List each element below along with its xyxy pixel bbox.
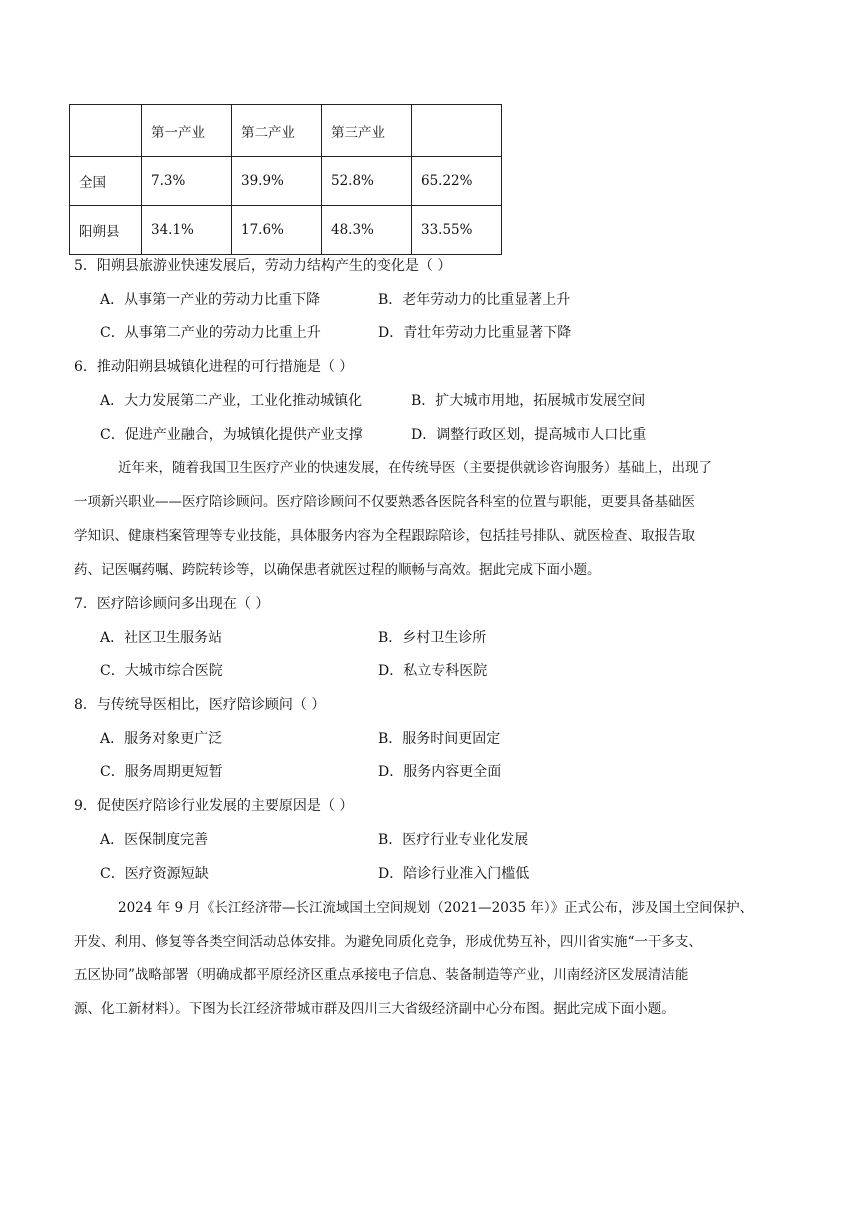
- table-cell: 52.8%: [322, 157, 412, 206]
- table-cell: 33.55%: [412, 206, 502, 255]
- question-8-option-d: D．服务内容更全面: [378, 764, 502, 780]
- question-8-option-b: B．服务时间更固定: [378, 731, 501, 747]
- table-header-cell: 第一产业: [142, 105, 232, 157]
- table-row: [70, 206, 502, 255]
- table-cell: 17.6%: [232, 206, 322, 255]
- question-7-option-d: D．私立专科医院: [378, 663, 488, 679]
- passage-2-line: 源、化工新材料）。下图为长江经济带城市群及四川三大省级经济副中心分布图。据此完成下面小题。: [74, 1001, 675, 1017]
- question-6-option-d: D．调整行政区划，提高城市人口比重: [411, 427, 647, 443]
- table-header-cell: 第二产业: [232, 105, 322, 157]
- passage-1-line: 学知识、健康档案管理等专业技能，具体服务内容为全程跟踪陪诊，包括挂号排队、就医检查、取报告取: [74, 528, 695, 544]
- table-cell: 39.9%: [232, 157, 322, 206]
- table-header-cell: [412, 105, 502, 157]
- question-7-option-a: A．社区卫生服务站: [100, 630, 223, 646]
- industry-structure-table: [69, 104, 502, 255]
- question-7-option-b: B．乡村卫生诊所: [378, 630, 487, 646]
- question-9-option-a: A．医保制度完善: [100, 832, 209, 848]
- table-cell: 34.1%: [142, 206, 232, 255]
- question-9-option-c: C．医疗资源短缺: [100, 866, 209, 882]
- question-6-option-c: C．促进产业融合，为城镇化提供产业支撑: [100, 427, 363, 443]
- table-header-cell: 第三产业: [322, 105, 412, 157]
- question-9-stem: 9．促使医疗陪诊行业发展的主要原因是（ ）: [74, 798, 354, 814]
- passage-1-line: 一项新兴职业——医疗陪诊顾问。医疗陪诊顾问不仅要熟悉各医院各科室的位置与职能，更要具备基础医: [74, 494, 695, 510]
- question-7-stem: 7．医疗陪诊顾问多出现在（ ）: [74, 596, 270, 612]
- question-6-option-b: B．扩大城市用地，拓展城市发展空间: [411, 393, 646, 409]
- question-9-option-b: B．医疗行业专业化发展: [378, 832, 529, 848]
- question-9-option-d: D．陪诊行业准入门槛低: [378, 866, 530, 882]
- table-header-row: [70, 105, 502, 157]
- table-cell: 48.3%: [322, 206, 412, 255]
- question-8-option-a: A．服务对象更广泛: [100, 731, 223, 747]
- question-5-option-a: A．从事第一产业的劳动力比重下降: [100, 292, 321, 308]
- passage-2-line: 开发、利用、修复等各类空间活动总体安排。为避免同质化竞争，形成优势互补，四川省实施“一干多支、: [74, 934, 702, 950]
- table-cell: 7.3%: [142, 157, 232, 206]
- question-5-option-d: D．青壮年劳动力比重显著下降: [378, 325, 572, 341]
- table-cell: 65.22%: [412, 157, 502, 206]
- question-7-option-c: C．大城市综合医院: [100, 663, 223, 679]
- question-5-stem: 5．阳朔县旅游业快速发展后，劳动力结构产生的变化是（ ）: [74, 258, 452, 274]
- question-6-option-a: A．大力发展第二产业，工业化推动城镇化: [100, 393, 363, 409]
- passage-2-line: 2024 年 9 月《长江经济带—长江流域国土空间规划（2021—2035 年）》正式公布，涉及国土空间保护、: [118, 900, 754, 916]
- question-6-stem: 6．推动阳朔县城镇化进程的可行措施是（ ）: [74, 359, 354, 375]
- passage-2-line: 五区协同”战略部署（明确成都平原经济区重点承接电子信息、装备制造等产业，川南经济区发展清洁能: [74, 967, 689, 983]
- question-8-option-c: C．服务周期更短暂: [100, 764, 223, 780]
- passage-1-line: 近年来，随着我国卫生医疗产业的快速发展，在传统导医（主要提供就诊咨询服务）基础上，出现了: [118, 460, 712, 476]
- question-8-stem: 8．与传统导医相比，医疗陪诊顾问（ ）: [74, 697, 326, 713]
- passage-1-line: 药、记医嘱药嘱、跨院转诊等，以确保患者就医过程的顺畅与高效。据此完成下面小题。: [74, 562, 601, 578]
- question-5-option-b: B．老年劳动力的比重显著上升: [378, 292, 571, 308]
- table-cell: 阳朔县: [70, 206, 142, 255]
- table-cell: 全国: [70, 157, 142, 206]
- table-header-cell: [70, 105, 142, 157]
- question-5-option-c: C．从事第二产业的劳动力比重上升: [100, 325, 321, 341]
- table-row: [70, 157, 502, 206]
